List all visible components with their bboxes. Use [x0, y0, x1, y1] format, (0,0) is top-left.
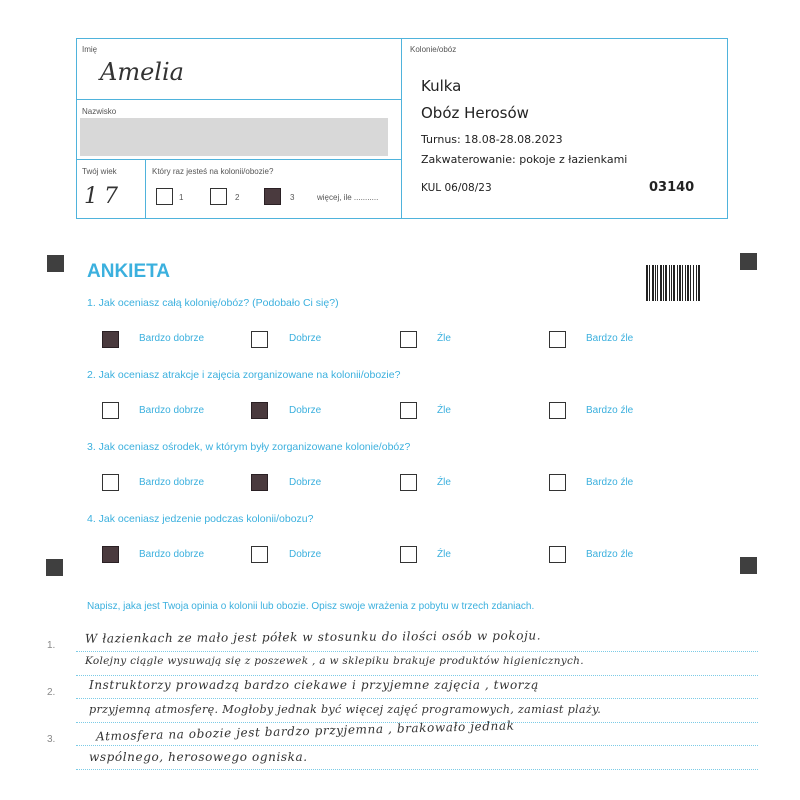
- q3-option-good-checkbox[interactable]: [251, 474, 268, 491]
- header-divider: [401, 38, 402, 219]
- answer-line-2: [76, 698, 758, 699]
- q1-option-very-bad-checkbox[interactable]: [549, 331, 566, 348]
- q4-option-very-bad: Bardzo źle: [586, 549, 634, 560]
- q2-option-bad: Źle: [437, 405, 451, 416]
- question-3: 3. Jak oceniasz ośrodek, w którym były zorganizowane kolonie/obóz?: [87, 441, 411, 453]
- camp-name: Kulka: [421, 77, 462, 95]
- q4-option-very-bad-checkbox[interactable]: [549, 546, 566, 563]
- accommodation: Zakwaterowanie: pokoje z łazienkami: [421, 153, 628, 166]
- times-checkbox-3[interactable]: [264, 188, 281, 205]
- lastname-divider: [76, 159, 402, 160]
- handwritten-line-3: Instruktorzy prowadzą bardzo ciekawe i przyjemne zajęcia , tworzą: [89, 678, 539, 692]
- times-checkbox-1[interactable]: [156, 188, 173, 205]
- question-2: 2. Jak oceniasz atrakcje i zajęcia zorganizowane na kolonii/obozie?: [87, 369, 401, 381]
- q4-option-very-good-checkbox[interactable]: [102, 546, 119, 563]
- line-number-1: 1.: [47, 640, 56, 651]
- q3-option-very-bad-checkbox[interactable]: [549, 474, 566, 491]
- times-option-more: więcej, ile ...........: [317, 193, 379, 202]
- camp-label: Kolonie/obóz: [410, 45, 457, 54]
- q3-option-very-good: Bardzo dobrze: [139, 477, 205, 488]
- opinion-prompt: Napisz, jaka jest Twoja opinia o kolonii lub obozie. Opisz swoje wrażenia z pobytu w trzech zdaniach.: [87, 601, 535, 612]
- answer-line-1: [76, 651, 758, 652]
- q2-option-very-bad-checkbox[interactable]: [549, 402, 566, 419]
- times-option-2: 2: [235, 193, 240, 202]
- registration-marker-bl: [46, 559, 63, 576]
- q3-option-very-bad: Bardzo źle: [586, 477, 634, 488]
- last-name-redacted: [80, 118, 388, 156]
- camp-code: KUL 06/08/23: [421, 182, 492, 194]
- question-1: 1. Jak oceniasz całą kolonię/obóz? (Podobało Ci się?): [87, 297, 339, 309]
- q4-option-bad-checkbox[interactable]: [400, 546, 417, 563]
- times-option-1: 1: [179, 193, 184, 202]
- times-label: Który raz jesteś na kolonii/obozie?: [152, 167, 274, 176]
- q1-option-bad-checkbox[interactable]: [400, 331, 417, 348]
- q1-option-very-good: Bardzo dobrze: [139, 333, 205, 344]
- registration-marker-br: [740, 557, 757, 574]
- age-divider: [145, 159, 146, 219]
- q1-option-good: Dobrze: [289, 333, 322, 344]
- q4-option-good-checkbox[interactable]: [251, 546, 268, 563]
- handwritten-line-5: Atmosfera na obozie jest bardzo przyjemna , brakowało jednak: [95, 718, 515, 744]
- q1-option-very-bad: Bardzo źle: [586, 333, 634, 344]
- form-number: 03140: [649, 180, 695, 195]
- q4-option-very-good: Bardzo dobrze: [139, 549, 205, 560]
- camp-type: Obóz Herosów: [421, 104, 529, 122]
- name-divider: [76, 99, 402, 100]
- answer-line-3b: [76, 769, 758, 770]
- q1-option-good-checkbox[interactable]: [251, 331, 268, 348]
- survey-title: ANKIETA: [87, 261, 171, 282]
- times-checkbox-2[interactable]: [210, 188, 227, 205]
- handwritten-line-4: przyjemną atmosferę. Mogłoby jednak być więcej zajęć programowych, zamiast plaży.: [89, 703, 602, 716]
- registration-marker-tl: [47, 255, 64, 272]
- last-name-label: Nazwisko: [82, 107, 117, 116]
- handwritten-line-1: W łazienkach ze mało jest półek w stosunku do ilości osób w pokoju.: [84, 628, 542, 646]
- line-number-3: 3.: [47, 734, 56, 745]
- q1-option-very-good-checkbox[interactable]: [102, 331, 119, 348]
- q2-option-bad-checkbox[interactable]: [400, 402, 417, 419]
- answer-line-1b: [76, 675, 758, 676]
- age-value: 17: [84, 184, 124, 209]
- question-4: 4. Jak oceniasz jedzenie podczas kolonii/obozu?: [87, 513, 314, 525]
- q2-option-very-bad: Bardzo źle: [586, 405, 634, 416]
- q3-option-bad-checkbox[interactable]: [400, 474, 417, 491]
- handwritten-line-2: Kolejny ciągle wysuwają się z poszewek , a w sklepiku brakuje produktów higienicznych.: [85, 655, 584, 667]
- answer-line-3: [76, 745, 758, 746]
- q2-option-very-good: Bardzo dobrze: [139, 405, 205, 416]
- age-label: Twój wiek: [82, 167, 117, 176]
- line-number-2: 2.: [47, 687, 56, 698]
- turnus: Turnus: 18.08-28.08.2023: [421, 133, 563, 146]
- registration-marker-tr: [740, 253, 757, 270]
- q1-option-bad: Źle: [437, 333, 451, 344]
- first-name-label: Imię: [82, 45, 98, 54]
- barcode: [646, 265, 700, 301]
- q3-option-very-good-checkbox[interactable]: [102, 474, 119, 491]
- handwritten-line-6: wspólnego, herosowego ogniska.: [89, 750, 308, 764]
- q3-option-good: Dobrze: [289, 477, 322, 488]
- times-option-3: 3: [290, 193, 295, 202]
- q2-option-good: Dobrze: [289, 405, 322, 416]
- q4-option-bad: Źle: [437, 549, 451, 560]
- q2-option-good-checkbox[interactable]: [251, 402, 268, 419]
- q2-option-very-good-checkbox[interactable]: [102, 402, 119, 419]
- q3-option-bad: Źle: [437, 477, 451, 488]
- first-name-value: Amelia: [100, 58, 184, 86]
- q4-option-good: Dobrze: [289, 549, 322, 560]
